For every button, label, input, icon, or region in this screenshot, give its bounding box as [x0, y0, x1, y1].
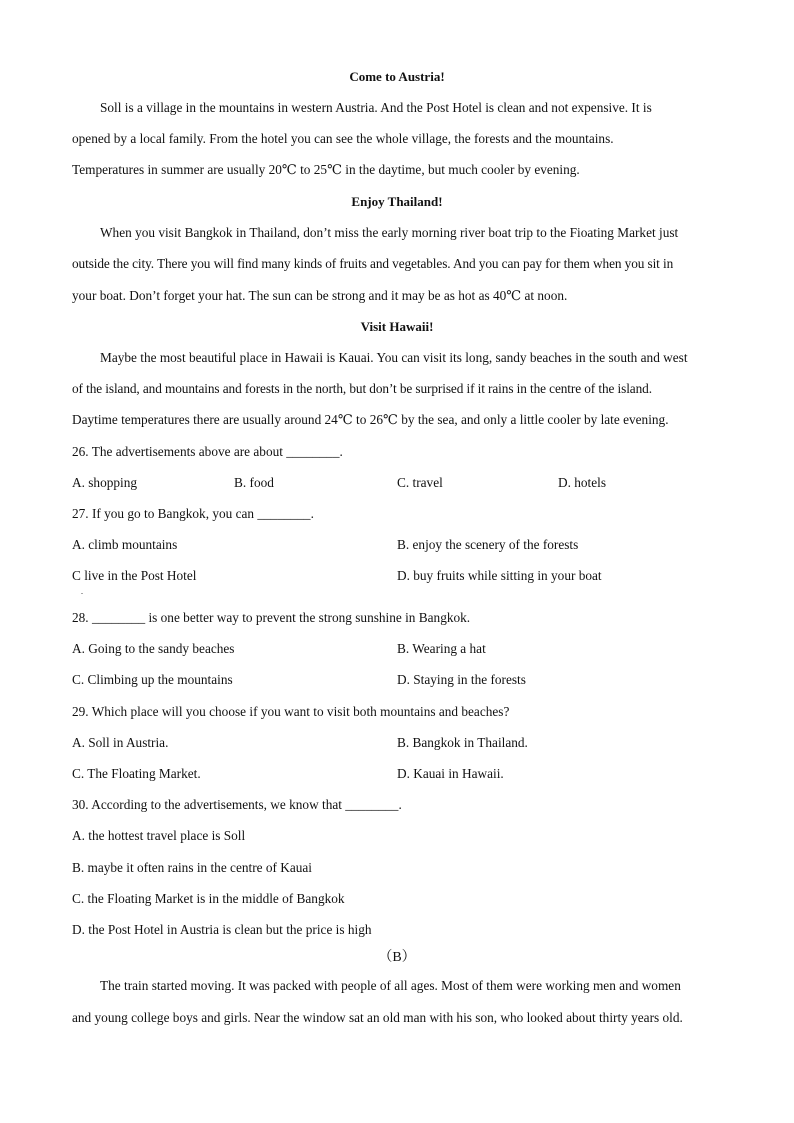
- question-30-option-a: A. the hottest travel place is Soll: [72, 828, 246, 843]
- question-29-option-b: B. Bangkok in Thailand.: [397, 735, 528, 750]
- question-29-option-d: D. Kauai in Hawaii.: [397, 766, 504, 781]
- section-b-heading: （B）: [378, 950, 416, 965]
- austria-title: Come to Austria!: [349, 69, 445, 84]
- question-26-option-c: C. travel: [397, 475, 443, 490]
- question-27-option-c: C live in the Post Hotel: [72, 568, 197, 583]
- question-28-stem: 28. ________ is one better way to prevent the strong sunshine in Bangkok.: [72, 610, 471, 625]
- question-28-option-c: C. Climbing up the mountains: [72, 672, 233, 687]
- question-29-stem: 29. Which place will you choose if you want to visit both mountains and beaches?: [72, 704, 510, 719]
- question-30-option-b: B. maybe it often rains in the centre of Kauai: [72, 860, 312, 875]
- question-28-option-d: D. Staying in the forests: [397, 672, 526, 687]
- question-26-option-a: A. shopping: [72, 475, 138, 490]
- hawaii-line-1: Maybe the most beautiful place in Hawaii is Kauai. You can visit its long, sandy beaches in the south and west: [100, 350, 688, 365]
- question-27-option-a: A. climb mountains: [72, 537, 178, 552]
- hawaii-line-2: of the island, and mountains and forests in the north, but don’t be surprised if it rains in the centre of the island.: [72, 381, 652, 396]
- thailand-title: Enjoy Thailand!: [351, 194, 443, 209]
- question-29-option-c: C. The Floating Market.: [72, 766, 201, 781]
- passage-b-line-1: The train started moving. It was packed with people of all ages. Most of them were working men and women: [100, 978, 681, 993]
- hawaii-title: Visit Hawaii!: [360, 319, 434, 334]
- question-30-stem: 30. According to the advertisements, we know that ________.: [72, 797, 402, 812]
- hawaii-line-3: Daytime temperatures there are usually around 24℃ to 26℃ by the sea, and only a little cooler by late evening.: [72, 412, 669, 427]
- question-27-option-b: B. enjoy the scenery of the forests: [397, 537, 579, 552]
- passage-b-line-2: and young college boys and girls. Near the window sat an old man with his son, who looked about thirty years old.: [72, 1010, 683, 1025]
- question-26-stem: 26. The advertisements above are about ________.: [72, 444, 343, 459]
- question-29-option-a: A. Soll in Austria.: [72, 735, 169, 750]
- thailand-line-1: When you visit Bangkok in Thailand, don’t miss the early morning river boat trip to the Fioating Market just: [100, 225, 679, 240]
- question-27-option-d: D. buy fruits while sitting in your boat: [397, 568, 602, 583]
- question-27-stem: 27. If you go to Bangkok, you can ________.: [72, 506, 314, 521]
- question-28-option-b: B. Wearing a hat: [397, 641, 486, 656]
- question-30-option-c: C. the Floating Market is in the middle of Bangkok: [72, 891, 345, 906]
- stray-mark: .: [81, 587, 83, 596]
- thailand-line-3: your boat. Don’t forget your hat. The sun can be strong and it may be as hot as 40℃ at noon.: [72, 288, 568, 303]
- question-26-option-b: B. food: [234, 475, 274, 490]
- question-30-option-d: D. the Post Hotel in Austria is clean but the price is high: [72, 922, 372, 937]
- austria-line-3: Temperatures in summer are usually 20℃ to 25℃ in the daytime, but much cooler by evening.: [72, 162, 580, 177]
- austria-line-1: Soll is a village in the mountains in western Austria. And the Post Hotel is clean and not expensive. It is: [100, 100, 652, 115]
- thailand-line-2: outside the city. There you will find many kinds of fruits and vegetables. And you can pay for them when you sit in: [72, 256, 674, 271]
- question-26-option-d: D. hotels: [558, 475, 607, 490]
- austria-line-2: opened by a local family. From the hotel you can see the whole village, the forests and the mountains.: [72, 131, 614, 146]
- question-28-option-a: A. Going to the sandy beaches: [72, 641, 235, 656]
